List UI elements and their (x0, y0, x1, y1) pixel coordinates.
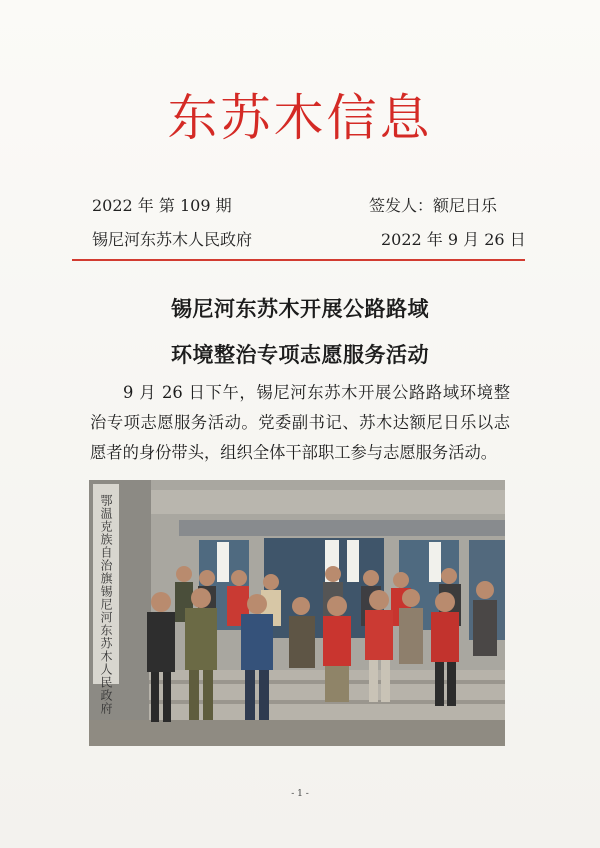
page-number: - 1 - (291, 789, 309, 799)
article-title-line-2: 环境整治专项志愿服务活动 (171, 342, 429, 367)
article-paragraph: 9 月 26 日下午，锡尼河东苏木开展公路路域环境整治专项志愿服务活动。党委副书记、苏木达额尼日乐以志愿者的身份带头，组织全体干部职工参与志愿服务活动。 (90, 383, 510, 462)
issuer: 签发人：额尼日乐 (369, 196, 498, 215)
issue-number: 2022 年 第 109 期 (92, 196, 232, 215)
header-divider (72, 259, 525, 261)
group-photo-illustration (89, 480, 505, 746)
group-photo (89, 480, 505, 746)
publication-title: 东苏木信息 (167, 89, 433, 147)
photo-sign-text: 鄂温克族自治旗锡尼河东苏木人民政府 (99, 494, 113, 715)
organization: 锡尼河东苏木人民政府 (92, 230, 253, 249)
issue-date: 2022 年 9 月 26 日 (381, 230, 526, 249)
article-title-line-1: 锡尼河东苏木开展公路路域 (171, 296, 429, 321)
